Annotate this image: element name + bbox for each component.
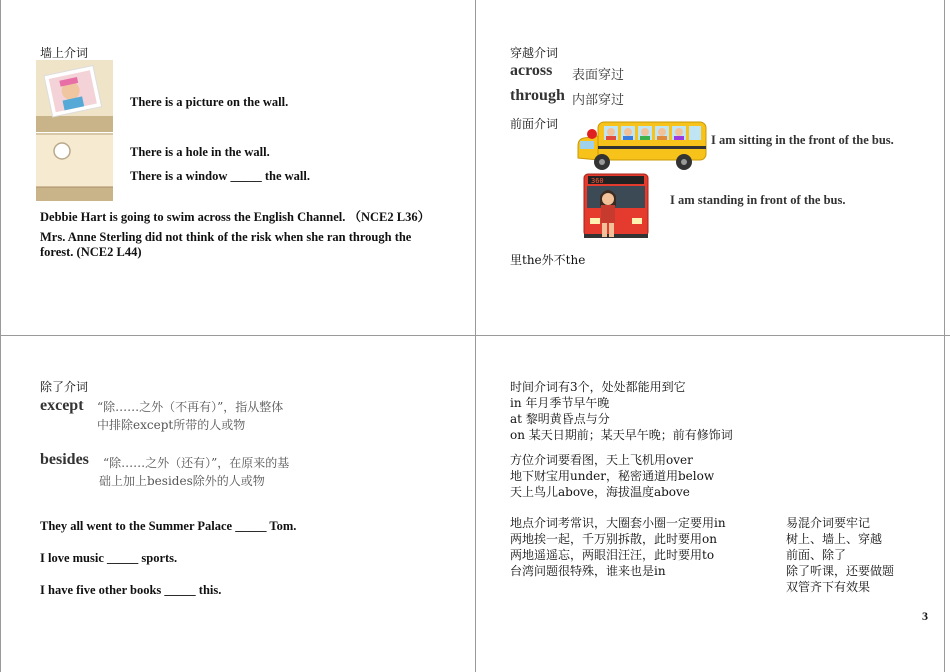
across-meaning: 表面穿过: [572, 68, 625, 83]
slide-title-except: 除了介词: [40, 380, 89, 394]
word-besides: besides: [40, 451, 89, 468]
slide-title: 墙上介词: [40, 46, 89, 60]
rhyme-line: in 年月季节早午晚: [510, 396, 610, 410]
through-meaning: 内部穿过: [572, 93, 625, 108]
rhyme-line: 天上鸟儿above，海拔温度above: [510, 485, 690, 499]
picture-on-wall-image: [36, 60, 113, 132]
word-across: across: [510, 62, 553, 79]
exercise-five-books: I have five other books _____ this.: [40, 583, 222, 597]
besides-meaning-line1: “除……之外（还有）”，在原来的基: [103, 456, 290, 470]
page-border-right: [944, 0, 945, 672]
note-line: 前面、除了: [786, 548, 847, 562]
rhyme-line: 台湾问题很特殊，谁来也是in: [510, 564, 666, 578]
besides-meaning-line2: 础上加上besides除外的人或物: [99, 474, 265, 488]
city-bus-with-girl-image: [578, 172, 654, 244]
page-border-left: [0, 0, 1, 672]
sentence-window-blank: There is a window _____ the wall.: [130, 169, 310, 183]
rule-the-note: 里the外不the: [510, 253, 586, 267]
page-number: 3: [922, 609, 928, 623]
rhyme-line: 地点介词考常识，大圈套小圈一定要用in: [510, 516, 726, 530]
rhyme-line: 时间介词有3个，处处都能用到它: [510, 380, 686, 394]
rhyme-line: 地下财宝用under，秘密通道用below: [510, 469, 715, 483]
sentence-hole-in-wall: There is a hole in the wall.: [130, 145, 270, 159]
sentence-sitting-front: I am sitting in the front of the bus.: [711, 133, 894, 147]
sentence-across-channel: Debbie Hart is going to swim across the English Channel. （NCE2 L36）: [40, 210, 431, 224]
vertical-divider: [475, 0, 476, 672]
sentence-through-forest-2: forest. (NCE2 L44): [40, 245, 142, 259]
except-meaning-line2: 中排除except所带的人或物: [97, 418, 246, 432]
sentence-picture-on-wall: There is a picture on the wall.: [130, 95, 289, 109]
rhyme-line: 方位介词要看图，天上飞机用over: [510, 453, 693, 467]
bus-route-number: 360: [591, 177, 604, 185]
rhyme-line: 两地遥遥忘，两眼泪汪汪，此时要用to: [510, 548, 715, 562]
rhyme-line: at 黎明黄昏点与分: [510, 412, 610, 426]
exercise-music-sports: I love music _____ sports.: [40, 551, 178, 565]
slide-title-front: 前面介词: [510, 117, 559, 131]
word-through: through: [510, 87, 565, 104]
rhyme-line: 两地挨一起，千万别拆散，此时要用on: [510, 532, 717, 546]
except-meaning-line1: “除……之外（不再有）”，指从整体: [97, 400, 284, 414]
hole-in-wall-image: [36, 133, 113, 201]
slide-title-crossing: 穿越介词: [510, 46, 559, 60]
exercise-summer-palace: They all went to the Summer Palace _____ Tom.: [40, 519, 297, 533]
note-line: 除了听课，还要做题: [786, 564, 895, 578]
school-bus-image: [576, 116, 708, 172]
note-line: 双管齐下有效果: [786, 580, 871, 594]
note-line: 树上、墙上、穿越: [786, 532, 883, 546]
rhyme-line: on 某天日期前；某天早午晚；前有修饰词: [510, 428, 733, 442]
note-line: 易混介词要牢记: [786, 516, 871, 530]
sentence-through-forest-1: Mrs. Anne Sterling did not think of the risk when she ran through the: [40, 230, 412, 244]
word-except: except: [40, 397, 84, 414]
sentence-standing-front: I am standing in front of the bus.: [670, 193, 846, 207]
horizontal-divider: [0, 335, 950, 336]
